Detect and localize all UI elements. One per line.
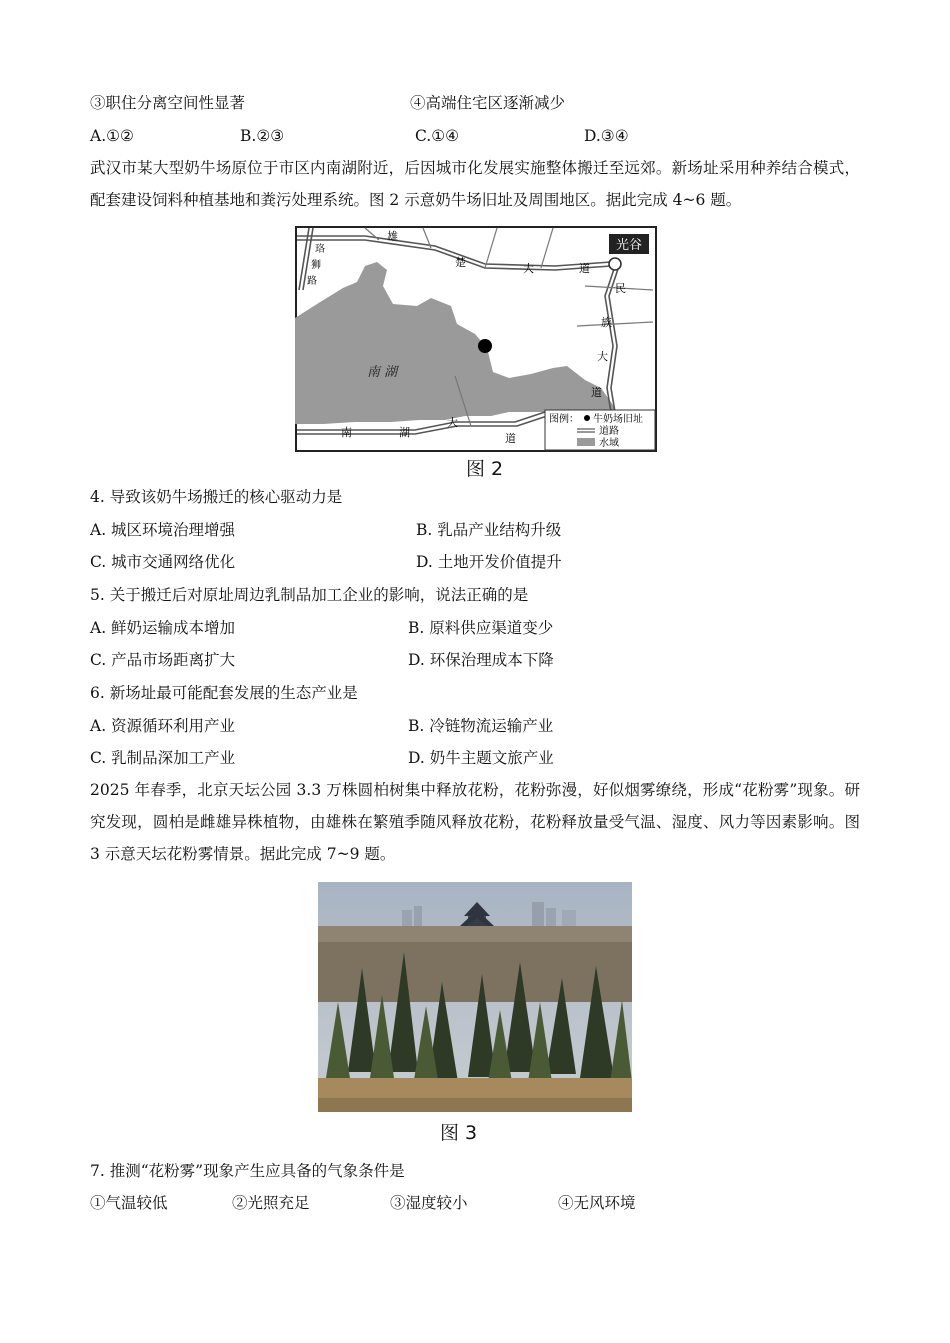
q5-option-b: B. 原料供应渠道变少 <box>408 619 554 637</box>
road-label-chu: 楚 <box>455 256 466 269</box>
q6-option-a: A. 资源循环利用产业 <box>90 717 236 735</box>
road-label-dao1: 道 <box>579 262 590 275</box>
q5-stem: 5. 关于搬迁后对原址周边乳制品加工企业的影响，说法正确的是 <box>90 586 529 604</box>
q5-option-d: D. 环保治理成本下降 <box>408 651 554 669</box>
legend-road-label: 道路 <box>599 426 619 437</box>
figure-3-photo <box>318 882 632 1112</box>
q5-option-a: A. 鲜奶运输成本增加 <box>90 619 236 637</box>
q5-option-c: C. 产品市场距离扩大 <box>90 651 236 669</box>
figure-2-caption: 图 2 <box>466 458 504 480</box>
road-label-min: 民 <box>615 282 626 295</box>
q7-stem: 7. 推测“花粉雾”现象产生应具备的气象条件是 <box>90 1162 405 1180</box>
q4-option-d: D. 土地开发价值提升 <box>416 553 562 571</box>
q7-option-2: ②光照充足 <box>232 1194 310 1212</box>
q7-option-3: ③湿度较小 <box>390 1194 468 1212</box>
road-label-zu: 族 <box>601 316 612 329</box>
road-label-xiong: 雄 <box>387 230 398 243</box>
road-label-nan: 南 <box>341 426 352 439</box>
q3-choice-b: B.②③ <box>240 127 285 145</box>
q4-stem: 4. 导致该奶牛场搬迁的核心驱动力是 <box>90 488 343 506</box>
figure-2-map <box>295 226 657 452</box>
road-label-da3: 大 <box>447 416 458 429</box>
q6-option-b: B. 冷链物流运输产业 <box>408 717 554 735</box>
legend-farm-label: 牛奶场旧址 <box>593 414 643 425</box>
q3-choice-a: A.①② <box>90 127 134 145</box>
q6-option-d: D. 奶牛主题文旅产业 <box>408 749 554 767</box>
passage-dairy-farm: 武汉市某大型奶牛场原位于市区内南湖附近，后因城市化发展实施整体搬迁至远郊。新场址采用种养结合模式，配套建设饲料种植基地和粪污处理系统。图 2 示意奶牛场旧址及周围地区。据此完成 4~6 题。 <box>90 159 860 209</box>
q3-option-4: ④高端住宅区逐渐减少 <box>410 94 566 112</box>
figure-3-caption: 图 3 <box>440 1122 478 1144</box>
q6-stem: 6. 新场址最可能配套发展的生态产业是 <box>90 684 358 702</box>
road-label-dao2: 道 <box>591 386 602 399</box>
road-label-shi: 狮 <box>311 260 321 271</box>
q4-option-b: B. 乳品产业结构升级 <box>416 521 562 539</box>
legend-water-label: 水域 <box>599 438 619 449</box>
q4-option-a: A. 城区环境治理增强 <box>90 521 236 539</box>
q3-choice-c: C.①④ <box>415 127 460 145</box>
passage-pollen-fog: 2025 年春季，北京天坛公园 3.3 万株圆柏树集中释放花粉，花粉弥漫，好似烟雾缭绕，形成“花粉雾”现象。研究发现，圆柏是雌雄异株植物，由雄株在繁殖季随风释放花粉，花粉释放量受气温、湿度、风力等因素影响。图 3 示意天坛花粉雾情景。据此完成 7~9 题。 <box>90 781 860 863</box>
legend-title: 图例： <box>549 414 579 425</box>
q6-option-c: C. 乳制品深加工产业 <box>90 749 236 767</box>
q7-option-1: ①气温较低 <box>90 1194 168 1212</box>
road-label-hu: 湖 <box>399 426 410 439</box>
road-label-da2: 大 <box>597 350 608 363</box>
road-label-da1: 大 <box>523 262 534 275</box>
q4-option-c: C. 城市交通网络优化 <box>90 553 236 571</box>
road-label-dao3: 道 <box>505 432 516 445</box>
place-guanggu-label: 光谷 <box>615 238 643 253</box>
lake-label: 南 湖 <box>367 365 398 380</box>
q3-option-3: ③职住分离空间性显著 <box>90 94 246 112</box>
road-label-luo: 珞 <box>315 244 325 255</box>
q3-choice-d: D.③④ <box>584 127 629 145</box>
q7-option-4: ④无风环境 <box>558 1194 636 1212</box>
road-label-lu: 路 <box>307 276 317 287</box>
dairy-farm-site-marker <box>478 339 492 353</box>
